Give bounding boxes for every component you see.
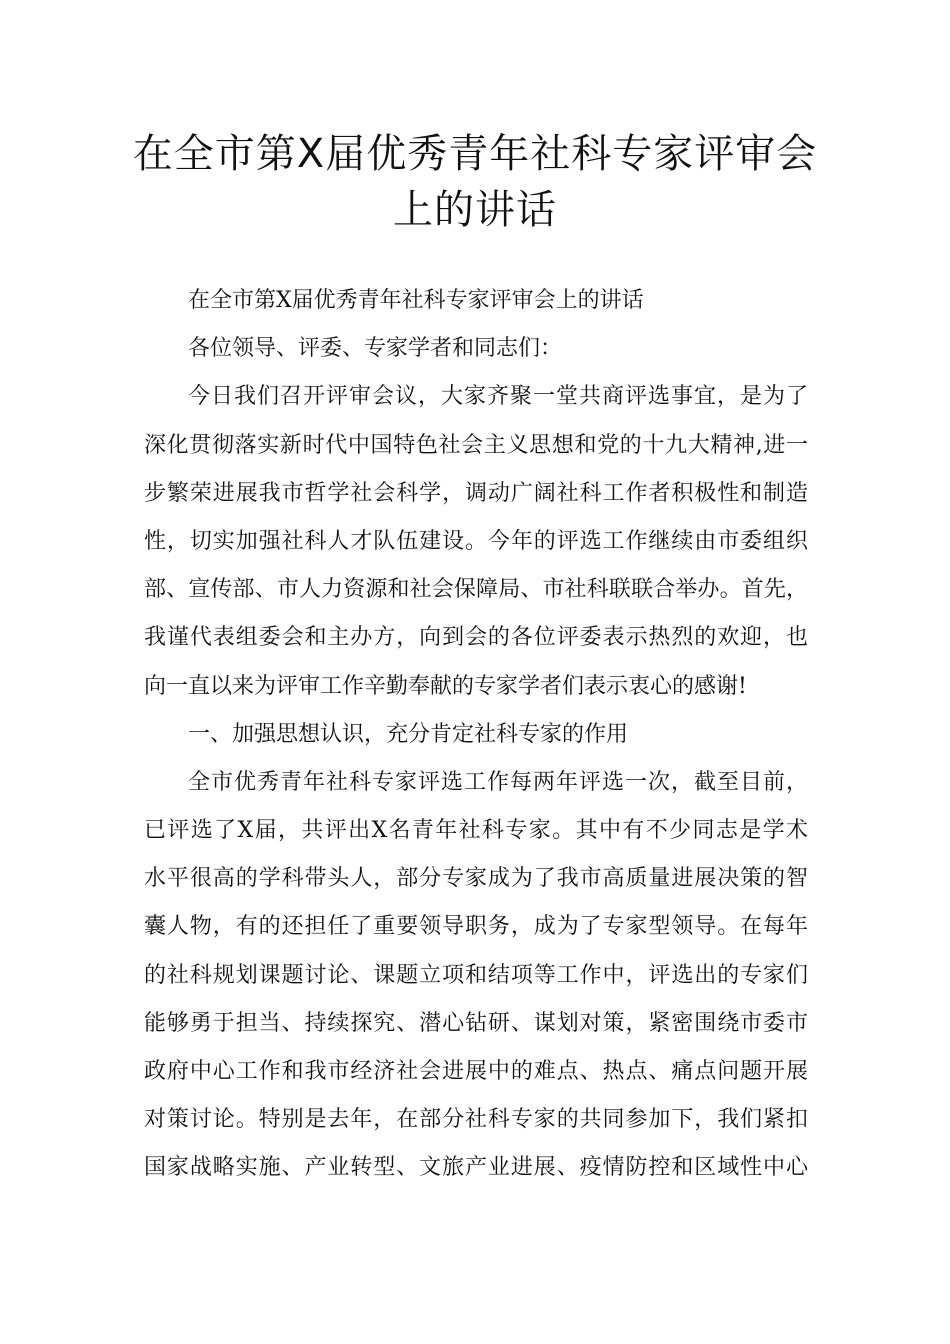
- body-text-line: 各位领导、评委、专家学者和同志们：: [188, 336, 563, 362]
- body-text-line: 国家战略实施、产业转型、文旅产业进展、疫情防控和区域性中心: [144, 1155, 808, 1181]
- body-text-line: 一、加强思想认识，充分肯定社科专家的作用: [188, 721, 629, 747]
- title-line-1: 在全市第X届优秀青年社科专家评审会: [132, 131, 818, 177]
- body-text-line: 在全市第X届优秀青年社科专家评审会上的讲话: [188, 288, 644, 313]
- body-text-line: 深化贯彻落实新时代中国特色社会主义思想和党的十九大精神,进一: [144, 432, 808, 458]
- title-line-2: 上的讲话: [393, 187, 557, 233]
- document-title: [100, 126, 850, 238]
- body-text-line: 已评选了X届，共评出X名青年社科专家。其中有不少同志是学术: [144, 818, 808, 844]
- body-text-line: 部、宣传部、市人力资源和社会保障局、市社科联联合举办。首先，: [144, 577, 808, 603]
- body-text-line: 能够勇于担当、持续探究、潜心钻研、谋划对策，紧密围绕市委市: [144, 1010, 808, 1036]
- body-text-line: 的社科规划课题讨论、课题立项和结项等工作中，评选出的专家们: [144, 962, 808, 988]
- body-text-line: 水平很高的学科带头人，部分专家成为了我市高质量进展决策的智: [144, 866, 808, 892]
- body-text-line: 向一直以来为评审工作辛勤奉献的专家学者们表示衷心的感谢!: [144, 673, 747, 699]
- body-text-line: 我谨代表组委会和主办方，向到会的各位评委表示热烈的欢迎，也: [144, 625, 808, 651]
- body-text-line: 全市优秀青年社科专家评选工作每两年评选一次，截至目前，: [188, 769, 808, 795]
- body-text-line: 囊人物，有的还担任了重要领导职务，成为了专家型领导。在每年: [144, 914, 808, 940]
- body-text-line: 步繁荣进展我市哲学社会科学，调动广阔社科工作者积极性和制造: [144, 480, 808, 506]
- document-body: [144, 277, 808, 1193]
- body-text-line: 对策讨论。特别是去年，在部分社科专家的共同参加下，我们紧扣: [144, 1107, 808, 1133]
- body-text-line: 性，切实加强社科人才队伍建设。今年的评选工作继续由市委组织: [144, 528, 808, 554]
- body-text-line: 今日我们召开评审会议，大家齐聚一堂共商评选事宜，是为了: [188, 384, 808, 410]
- body-text-line: 政府中心工作和我市经济社会进展中的难点、热点、痛点问题开展: [144, 1059, 808, 1084]
